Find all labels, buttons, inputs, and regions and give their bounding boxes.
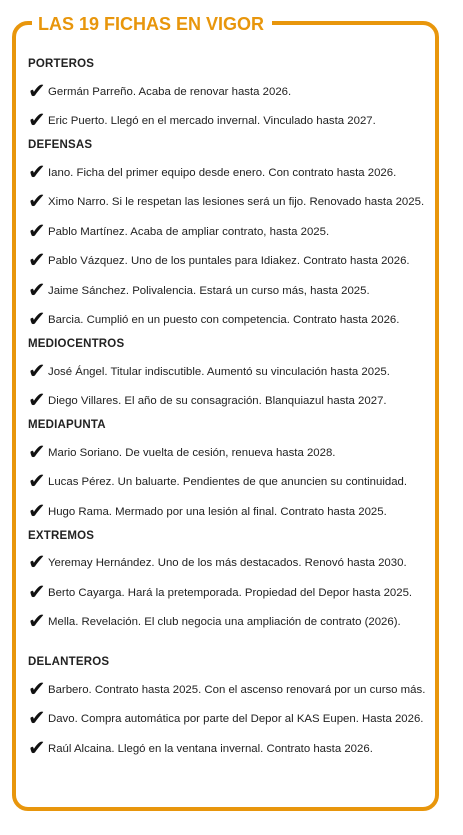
section-title: MEDIAPUNTA — [28, 419, 106, 431]
list-item — [28, 573, 436, 603]
section-title: EXTREMOS — [28, 529, 95, 542]
checkmark-icon: ✔ — [28, 159, 46, 184]
checkmark-icon: ✔ — [28, 388, 46, 412]
list-item — [28, 729, 436, 759]
checkmark-icon: ✔ — [28, 439, 46, 464]
roster-list — [28, 56, 436, 759]
list-item — [28, 153, 436, 183]
player-note: Raúl Alcaina. Llegó en la ventana invernal. Contrato hasta 2026. — [48, 742, 373, 755]
list-item — [28, 102, 436, 132]
list-item — [28, 72, 436, 102]
list-item — [28, 242, 436, 272]
player-note: Berto Cayarga. Hará la pretemporada. Propiedad del Depor hasta 2025. — [48, 586, 413, 599]
list-item — [28, 212, 436, 242]
player-note: Iano. Ficha del primer equipo desde enero. Con contrato hasta 2026. — [48, 166, 397, 179]
checkmark-icon: ✔ — [28, 189, 46, 213]
list-item — [28, 670, 436, 700]
section-gap — [28, 632, 436, 654]
player-note: Germán Parreño. Acaba de renovar hasta 2026. — [48, 85, 292, 98]
player-note: José Ángel. Titular indiscutible. Aumentó su vinculación hasta 2025. — [48, 365, 390, 378]
list-item — [28, 492, 436, 522]
checkmark-icon: ✔ — [28, 735, 46, 760]
list-item — [28, 301, 436, 331]
list-item — [28, 603, 436, 633]
section-extremos — [28, 528, 436, 633]
player-note: Hugo Rama. Mermado por una lesión al final. Contrato hasta 2025. — [48, 505, 387, 518]
checkmark-icon: ✔ — [28, 469, 46, 493]
checkmark-icon: ✔ — [28, 78, 46, 103]
player-note: Jaime Sánchez. Polivalencia. Estará un curso más, hasta 2025. — [48, 284, 370, 297]
section-title: DEFENSAS — [28, 139, 93, 151]
checkmark-icon: ✔ — [28, 108, 46, 132]
player-note: Diego Villares. El año de su consagración. Blanquiazul hasta 2027. — [48, 395, 387, 407]
checkmark-icon: ✔ — [28, 498, 46, 523]
player-note: Mella. Revelación. El club negocia una ampliación de contrato (2026). — [48, 616, 401, 628]
checkmark-icon: ✔ — [28, 579, 46, 604]
player-note: Pablo Vázquez. Uno de los puntales para Idiakez. Contrato hasta 2026. — [48, 255, 410, 267]
section-mediapunta — [28, 417, 436, 522]
checkmark-icon: ✔ — [28, 609, 46, 633]
player-note: Lucas Pérez. Un baluarte. Pendientes de que anuncien su continuidad. — [48, 476, 408, 488]
player-note: Yeremay Hernández. Uno de los más destacados. Renovó hasta 2030. — [48, 557, 407, 569]
list-item — [28, 183, 436, 213]
checkmark-icon: ✔ — [28, 358, 46, 383]
player-note: Ximo Narro. Si le respetan las lesiones será un fijo. Renovado hasta 2025. — [48, 196, 425, 208]
player-note: Barbero. Contrato hasta 2025. Con el ascenso renovará por un curso más. — [48, 683, 426, 696]
checkmark-icon: ✔ — [28, 218, 46, 243]
page-title: LAS 19 FICHAS EN VIGOR — [38, 14, 265, 34]
list-item — [28, 352, 436, 382]
list-item — [28, 463, 436, 493]
player-note: Mario Soriano. De vuelta de cesión, renueva hasta 2028. — [48, 446, 336, 459]
section-title: MEDIOCENTROS — [28, 338, 125, 350]
player-note: Pablo Martínez. Acaba de ampliar contrato, hasta 2025. — [48, 225, 330, 238]
list-item — [28, 544, 436, 574]
section-title: DELANTEROS — [28, 656, 110, 668]
title-banner — [32, 10, 272, 38]
section-porteros — [28, 56, 436, 131]
list-item — [28, 700, 436, 730]
checkmark-icon: ✔ — [28, 676, 46, 701]
checkmark-icon: ✔ — [28, 307, 46, 331]
list-item — [28, 271, 436, 301]
section-mediocentros — [28, 336, 436, 411]
checkmark-icon: ✔ — [28, 706, 46, 730]
section-delanteros — [28, 654, 436, 759]
list-item — [28, 382, 436, 412]
player-note: Barcia. Cumplió en un puesto con competencia. Contrato hasta 2026. — [48, 314, 400, 326]
checkmark-icon: ✔ — [28, 248, 46, 272]
list-item — [28, 433, 436, 463]
checkmark-icon: ✔ — [28, 277, 46, 302]
player-note: Davo. Compra automática por parte del Depor al KAS Eupen. Hasta 2026. — [48, 713, 424, 725]
section-title: PORTEROS — [28, 58, 95, 70]
player-note: Eric Puerto. Llegó en el mercado invernal. Vinculado hasta 2027. — [48, 115, 376, 127]
checkmark-icon: ✔ — [28, 550, 46, 574]
section-defensas — [28, 137, 436, 330]
